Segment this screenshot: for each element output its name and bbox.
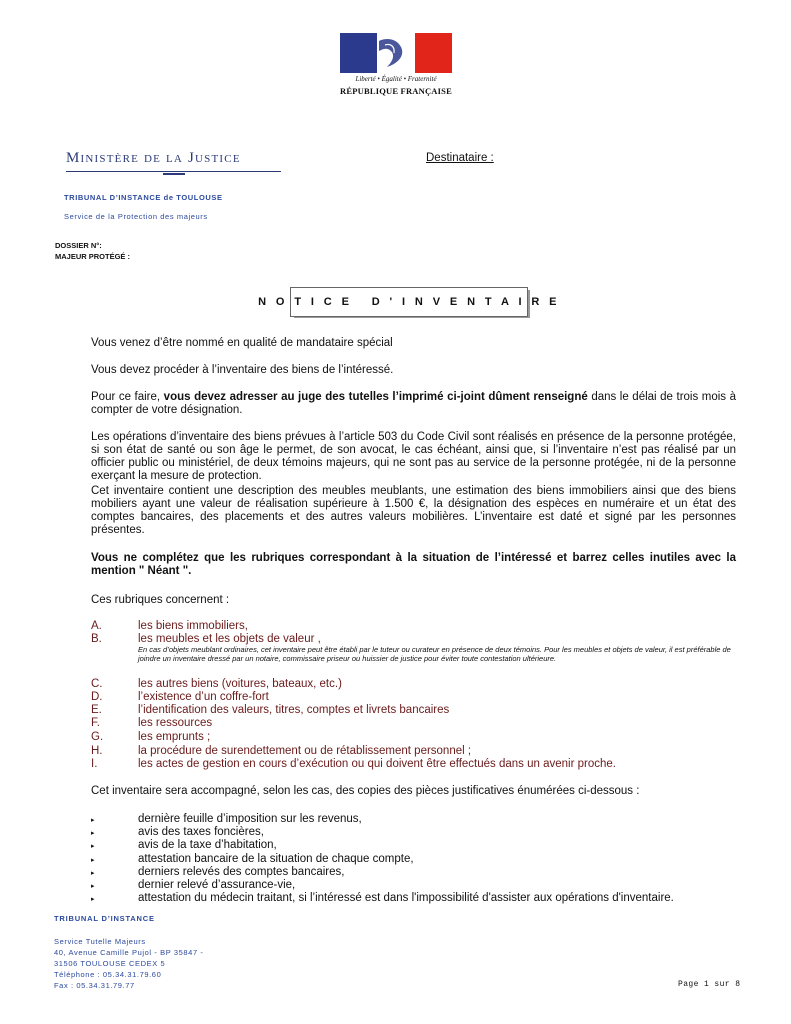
paragraph-rubriques-instruction: Vous ne complétez que les rubriques correspondant à la situation de l’intéressé et barrez celles inutiles avec la mention " Néant ". [91, 552, 736, 577]
logo-republic: RÉPUBLIQUE FRANÇAISE [340, 86, 452, 96]
bullet-arrow-icon: ▸ [91, 857, 95, 864]
list-text: les emprunts ; [138, 731, 211, 743]
paragraph-pieces-intro: Cet inventaire sera accompagné, selon les cas, des copies des pièces justificatives énumérées ci-dessous : [91, 785, 640, 797]
list-text: avis de la taxe d’habitation, [138, 839, 277, 851]
paragraph-mandataire: Vous venez d’être nommé en qualité de mandataire spécial [91, 337, 393, 349]
paragraph-delai [91, 391, 736, 417]
page-number: Page 1 sur 8 [678, 980, 741, 989]
list-text: attestation bancaire de la situation de chaque compte, [138, 853, 414, 865]
list-text: dernière feuille d’imposition sur les revenus, [138, 813, 362, 825]
flag-blue-band [340, 33, 377, 73]
bullet-arrow-icon: ▸ [91, 883, 95, 890]
footer-city: 31506 TOULOUSE CEDEX 5 [54, 959, 166, 968]
list-text: les ressources [138, 717, 213, 729]
list-text: l’identification des valeurs, titres, comptes et livrets bancaires [138, 704, 450, 716]
dossier-label: DOSSIER N°: [55, 241, 102, 250]
footer-service: Service Tutelle Majeurs [54, 937, 146, 946]
ministry-underline-accent [163, 173, 185, 175]
footer-phone: Téléphone : 05.34.31.79.60 [54, 970, 162, 979]
ministry-title: Ministère de la Justice [66, 150, 241, 166]
delai-bold: vous devez adresser au juge des tutelles l’imprimé ci-joint dûment renseigné [163, 391, 588, 403]
tribunal-name: TRIBUNAL D’INSTANCE de TOULOUSE [64, 193, 223, 202]
marianne-icon [377, 33, 415, 73]
footer-tribunal: TRIBUNAL D’INSTANCE [54, 914, 155, 923]
bullet-arrow-icon: ▸ [91, 817, 95, 824]
bullet-arrow-icon: ▸ [91, 843, 95, 850]
list-letter: A. [91, 620, 102, 632]
list-letter: F. [91, 717, 100, 729]
ministry-underline [66, 171, 281, 172]
list-text: avis des taxes foncières, [138, 826, 264, 838]
footer-fax: Fax : 05.34.31.79.77 [54, 981, 135, 990]
flag-white-band [377, 33, 415, 73]
list-text: les biens immobiliers, [138, 620, 248, 632]
paragraph-operations: Les opérations d’inventaire des biens prévues à l’article 503 du Code Civil sont réalisés en présence de la personne protégée, si son état de santé ou son âge le permet, de son avocat, le cas échéant, ainsi que, si l’inventaire n’est pas réalisé par un officier public ou ministériel, de deux témoins majeurs, qui ne sont pas au service de la personne protégée, ni de la personne exerçant la mesure de protection. [91, 431, 736, 482]
bullet-arrow-icon: ▸ [91, 870, 95, 877]
list-text: attestation du médecin traitant, si l’intéressé est dans l'impossibilité d'assister aux opérations d'inventaire. [138, 892, 674, 904]
note-meubles: En cas d’objets meublant ordinaires, cet inventaire peut être établi par le tuteur ou curateur en présence de deux témoins. Pour les meubles et objets de valeur, il est préférable de joindre un inventaire dressé par un notaire, commissaire priseur ou huissier de justice pour éviter toute contestation ultérieure. [138, 645, 731, 663]
list-letter: H. [91, 745, 103, 757]
list-letter: B. [91, 633, 102, 645]
destinataire-label: Destinataire : [426, 152, 494, 164]
list-text: les actes de gestion en cours d’exécution ou qui doivent être effectués dans un avenir proche. [138, 758, 616, 770]
flag-red-band [415, 33, 452, 73]
list-text: derniers relevés des comptes bancaires, [138, 866, 345, 878]
notice-title: N O T I C E D ' I N V E N T A I R E [258, 296, 560, 308]
list-text: l’existence d’un coffre-fort [138, 691, 269, 703]
list-text: les autres biens (voitures, bateaux, etc.) [138, 678, 342, 690]
bullet-arrow-icon: ▸ [91, 896, 95, 903]
list-letter: G. [91, 731, 104, 743]
list-letter: C. [91, 678, 103, 690]
delai-intro: Pour ce faire, [91, 391, 164, 403]
bullet-arrow-icon: ▸ [91, 830, 95, 837]
service-name: Service de la Protection des majeurs [64, 212, 208, 221]
logo-motto: Liberté • Égalité • Fraternité [355, 75, 437, 83]
footer-address: 40, Avenue Camille Pujol - BP 35847 - [54, 948, 204, 957]
paragraph-rubriques-intro: Ces rubriques concernent : [91, 594, 230, 606]
list-text: dernier relevé d’assurance-vie, [138, 879, 296, 891]
list-text: les meubles et les objets de valeur , [138, 633, 321, 645]
notice-title-box [258, 287, 560, 317]
republique-francaise-logo [340, 33, 452, 103]
majeur-protege-label: MAJEUR PROTÉGÉ : [55, 252, 131, 261]
paragraph-inventaire: Vous devez procéder à l’inventaire des biens de l’intéressé. [91, 364, 394, 376]
list-letter: I. [91, 758, 98, 770]
paragraph-contenu: Cet inventaire contient une description des meubles meublants, une estimation des biens immobiliers ainsi que des biens mobiliers ayant une valeur de réalisation supérieure à 1.500 €, la désignation des espèces en numéraire et un état des comptes bancaires, des placements et des autres valeurs mobilières. L’inventaire est daté et signé par les personnes présentes. [91, 485, 736, 536]
list-letter: E. [91, 704, 102, 716]
delai-rest: dans le délai de trois mois à compter de votre désignation. [91, 391, 737, 416]
list-letter: D. [91, 691, 103, 703]
list-text: la procédure de surendettement ou de rétablissement personnel ; [138, 745, 472, 757]
